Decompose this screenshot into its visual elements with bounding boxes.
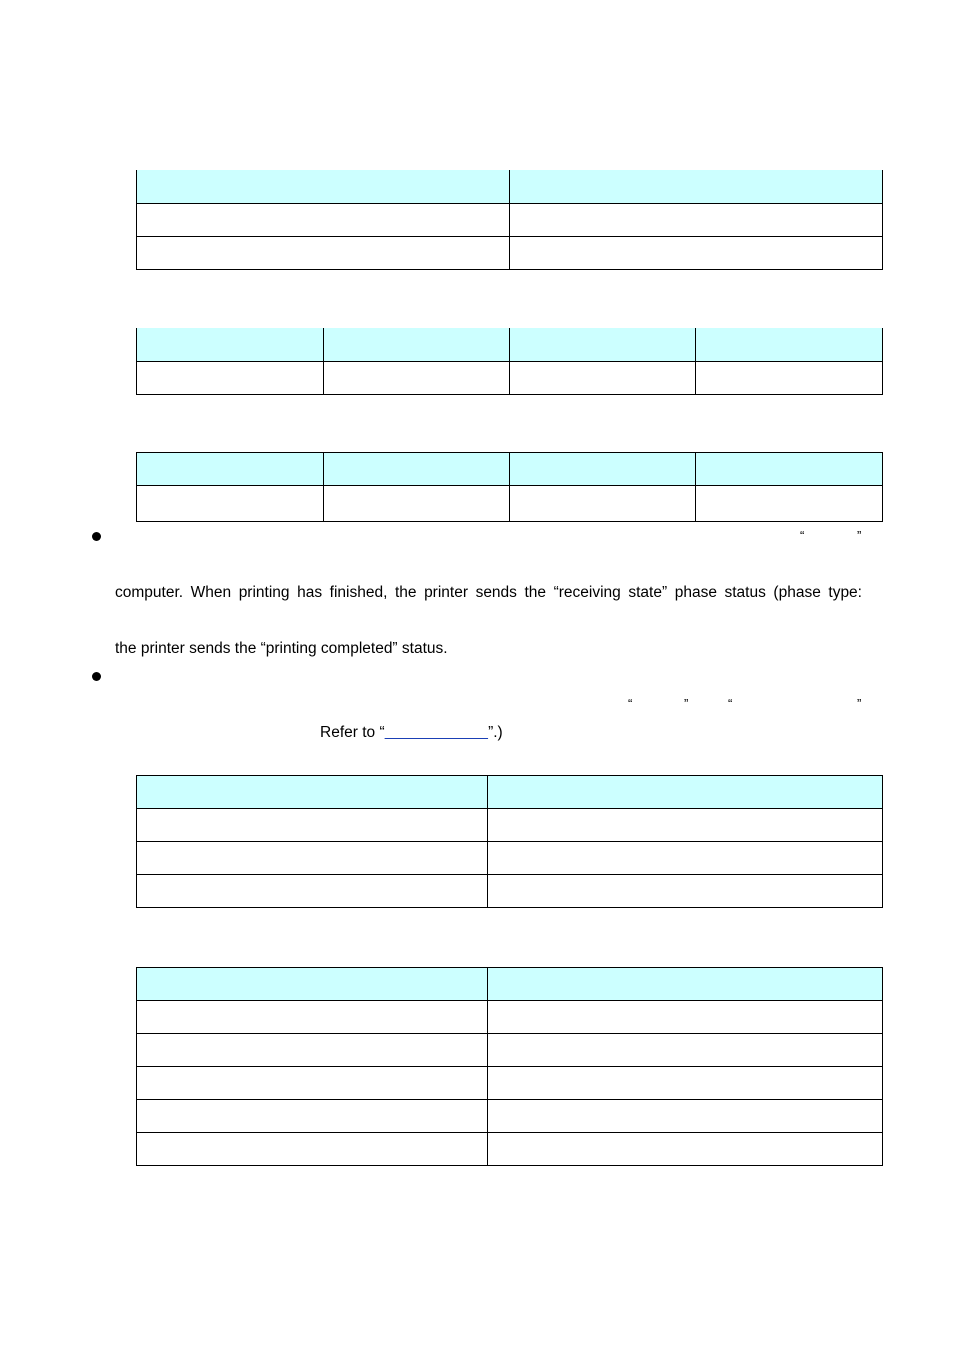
table-row <box>137 1133 883 1166</box>
open-quote: “ <box>800 528 805 543</box>
table-row <box>137 842 883 875</box>
table-row <box>137 809 883 842</box>
table-row <box>137 1034 883 1067</box>
paragraph-line: the printer sends the “printing completed” status. <box>115 640 448 657</box>
table-row <box>137 204 883 237</box>
table-header-row <box>137 776 883 809</box>
bullet-dot <box>92 672 101 681</box>
paragraph-line: computer. When printing has finished, the printer sends the “receiving state” phase status (phase type: <box>115 584 862 601</box>
table-header-row <box>137 968 883 1001</box>
table-header-row <box>137 453 883 486</box>
table-4 <box>136 775 883 908</box>
table-row <box>137 1100 883 1133</box>
refer-link[interactable] <box>385 724 488 741</box>
table-2 <box>136 328 883 395</box>
open-quote: “ <box>628 696 633 711</box>
refer-suffix: ”.) <box>488 724 503 741</box>
table-header-row <box>137 170 883 204</box>
table-row <box>137 237 883 270</box>
table-row <box>137 1067 883 1100</box>
table-3 <box>136 452 883 522</box>
close-quote: ” <box>684 696 689 711</box>
close-quote: ” <box>857 528 862 543</box>
bullet-dot <box>92 532 101 541</box>
close-quote: ” <box>857 696 862 711</box>
table-header-row <box>137 328 883 362</box>
table-row <box>137 486 883 522</box>
table-row <box>137 875 883 908</box>
table-1 <box>136 170 883 270</box>
refer-line <box>320 724 503 742</box>
table-row <box>137 362 883 395</box>
table-row <box>137 1001 883 1034</box>
table-5 <box>136 967 883 1166</box>
refer-prefix: Refer to “ <box>320 724 385 741</box>
open-quote: “ <box>728 696 733 711</box>
